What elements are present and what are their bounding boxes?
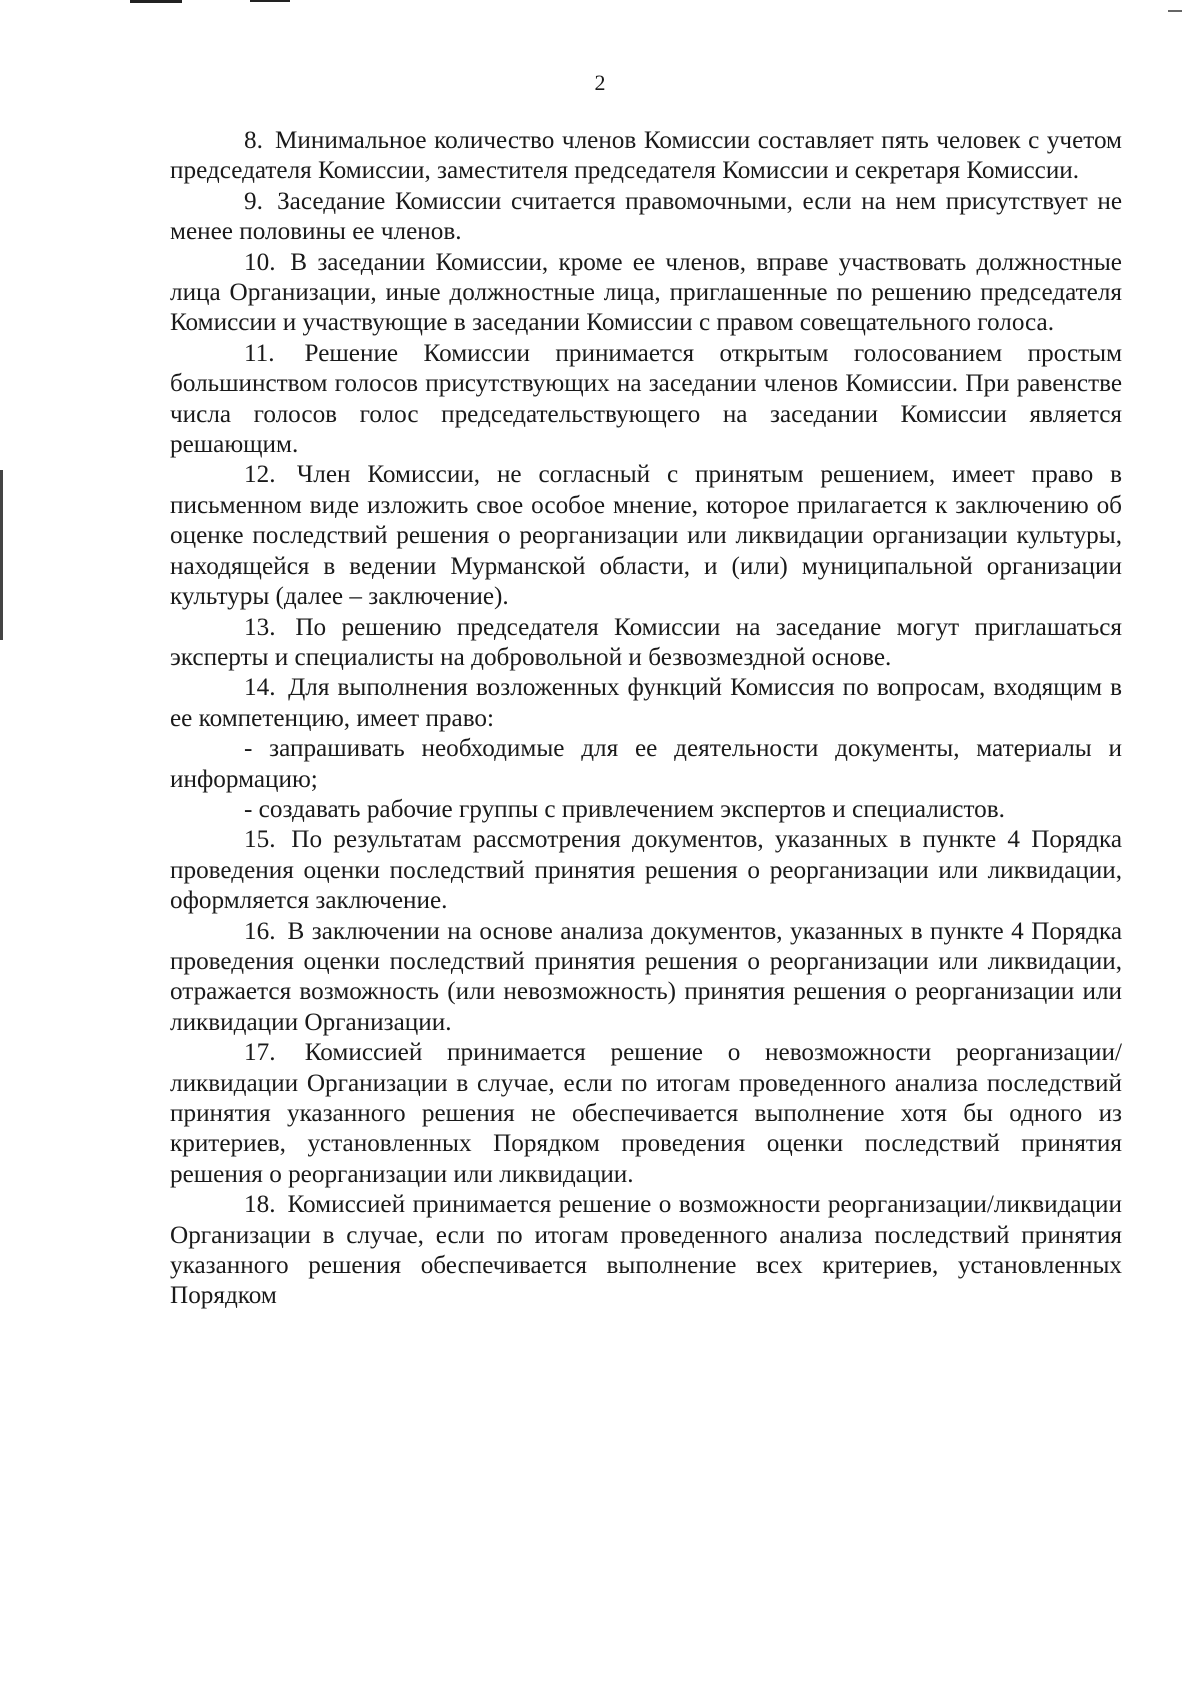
paragraph-number: 18. — [244, 1191, 276, 1219]
paragraph-number: 10. — [244, 248, 276, 276]
list-item-create-working-groups — [170, 795, 1122, 825]
paragraph-10 — [170, 248, 1122, 339]
paragraph-17 — [170, 1038, 1122, 1190]
paragraph-number: 12. — [244, 461, 276, 489]
paragraph-text: - создавать рабочие группы с привлечением экспертов и специалистов. — [244, 795, 1005, 823]
paragraph-text: - запрашивать необходимые для ее деятельности документы, материалы и информацию; — [170, 735, 1122, 793]
paragraph-9 — [170, 187, 1122, 248]
paragraph-text: Для выполнения возложенных функций Комиссия по вопросам, входящим в ее компетенцию, имеет право: — [170, 674, 1123, 732]
scan-artifact — [250, 0, 290, 2]
list-item-request-documents — [170, 734, 1122, 795]
paragraph-12 — [170, 460, 1122, 612]
document-body — [170, 126, 1122, 1312]
paragraph-13 — [170, 613, 1122, 674]
paragraph-number: 8. — [244, 127, 263, 154]
paragraph-text: В заключении на основе анализа документов, указанных в пункте 4 Порядка проведения оценки последствий принятия решения о реорганизации или ликвидации, отражается возможность (или невозможность) принятия решения о реорганизации или ликвидации Организации. — [170, 917, 1123, 1036]
paragraph-15 — [170, 825, 1122, 916]
scan-artifact — [0, 470, 3, 640]
scan-artifact — [130, 0, 182, 3]
paragraph-text: Комиссией принимается решение о невозможности реорганизации/ликвидации Организации в случае, если по итогам проведенного анализа последствий принятия указанного решения не обеспечивается выполнение хотя бы одного из критериев, установленных Порядком проведения оценки последствий принятия решения о реорганизации или ликвидации. — [170, 1039, 1122, 1188]
paragraph-14 — [170, 673, 1122, 734]
paragraph-text: По результатам рассмотрения документов, указанных в пункте 4 Порядка проведения оценки последствий принятия решения о реорганизации или ликвидации, оформляется заключение. — [170, 826, 1123, 915]
paragraph-number: 13. — [244, 613, 276, 641]
scan-artifact — [1168, 10, 1182, 12]
paragraph-8 — [170, 126, 1122, 187]
paragraph-text: Заседание Комиссии считается правомочными, если на нем присутствует не менее половины ее членов. — [170, 187, 1122, 246]
paragraph-text: Член Комиссии, не согласный с принятым решением, имеет право в письменном виде изложить свое особое мнение, которое прилагается к заключению об оценке последствий решения о реорганизации или ликвидации организации культуры, находящейся в ведении Мурманской области, и (или) муниципальной организации культуры (далее – заключение). — [170, 461, 1123, 611]
paragraph-number: 14. — [244, 674, 276, 702]
paragraph-16 — [170, 917, 1122, 1039]
paragraph-number: 15. — [244, 826, 276, 854]
paragraph-text: Минимальное количество членов Комиссии составляет пять человек с учетом председателя Комиссии, заместителя председателя Комиссии и секретаря Комиссии. — [170, 127, 1122, 185]
paragraph-text: В заседании Комиссии, кроме ее членов, вправе участвовать должностные лица Организации, иные должностные лица, приглашенные по решению председателя Комиссии и участвующие в заседании Комиссии с правом совещательного голоса. — [170, 248, 1122, 337]
paragraph-number: 17. — [244, 1039, 276, 1067]
paragraph-text: Решение Комиссии принимается открытым голосованием простым большинством голосов присутствующих на заседании членов Комиссии. При равенстве числа голосов голос председательствующего на заседании Комиссии является решающим. — [170, 339, 1123, 459]
paragraph-text: Комиссией принимается решение о возможности реорганизации/ликвидации Организации в случае, если по итогам проведенного анализа последствий принятия указанного решения обеспечивается выполнение всех критериев, установленных Порядком — [170, 1191, 1122, 1310]
paragraph-18 — [170, 1190, 1122, 1312]
paragraph-number: 11. — [244, 339, 275, 367]
paragraph-number: 9. — [244, 187, 263, 215]
paragraph-text: По решению председателя Комиссии на заседание могут приглашаться эксперты и специалисты на добровольной и безвозмездной основе. — [170, 613, 1123, 671]
paragraph-11 — [170, 339, 1122, 461]
paragraph-number: 16. — [244, 917, 276, 945]
page-number: 2 — [594, 70, 606, 95]
